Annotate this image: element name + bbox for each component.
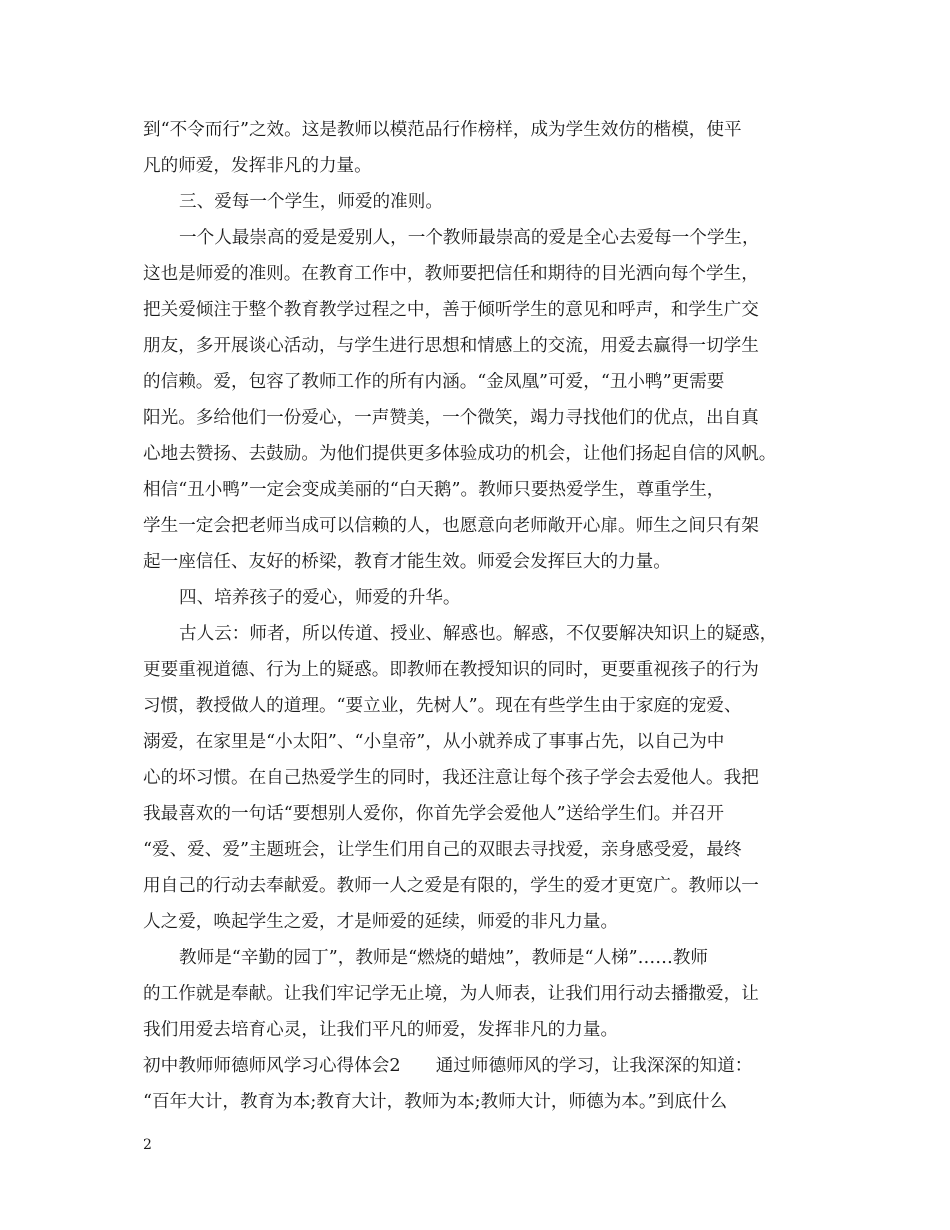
text-line: 这也是师爱的准则。在教育工作中，教师要把信任和期待的目光洒向每个学生， xyxy=(143,264,759,284)
text-line: 更要重视道德、行为上的疑惑。即教师在教授知识的同时，更要重视孩子的行为 xyxy=(143,660,759,680)
text-line: 起一座信任、友好的桥梁，教育才能生效。师爱会发挥巨大的力量。 xyxy=(143,552,671,572)
text-line: “爱、爱、爱”主题班会，让学生们用自己的双眼去寻找爱，亲身感受爱，最终 xyxy=(143,840,742,860)
text-line: 用自己的行动去奉献爱。教师一人之爱是有限的，学生的爱才更宽广。教师以一 xyxy=(143,876,759,896)
text-line: 我们用爱去培育心灵，让我们平凡的师爱，发挥非凡的力量。 xyxy=(143,1020,619,1040)
text-line: 阳光。多给他们一份爱心，一声赞美，一个微笑，竭力寻找他们的优点，出自真 xyxy=(143,408,759,428)
text-line: 我最喜欢的一句话“要想别人爱你，你首先学会爱他人”送给学生们。并召开 xyxy=(143,804,724,824)
text-line: 把关爱倾注于整个教育教学过程之中，善于倾听学生的意见和呼声，和学生广交 xyxy=(143,300,759,320)
text-line: 习惯，教授做人的道理。“要立业，先树人”。现在有些学生由于家庭的宠爱、 xyxy=(143,696,742,716)
text-line: 一个人最崇高的爱是爱别人，一个教师最崇高的爱是全心去爱每一个学生， xyxy=(179,228,760,248)
text-line: 相信“丑小鸭”一定会变成美丽的“白天鹅”。教师只要热爱学生，尊重学生， xyxy=(143,480,725,500)
section-heading: 三、爱每一个学生，师爱的准则。 xyxy=(179,192,443,212)
text-line: 心的坏习惯。在自己热爱学生的同时，我还注意让每个孩子学会去爱他人。我把 xyxy=(143,768,759,788)
text-line: 的工作就是奉献。让我们牢记学无止境，为人师表，让我们用行动去播撒爱，让 xyxy=(143,984,759,1004)
section-heading: 四、培养孩子的爱心，师爱的升华。 xyxy=(179,588,461,608)
text-line: 教师是“辛勤的园丁”，教师是“燃烧的蜡烛”，教师是“人梯”……教师 xyxy=(179,948,709,968)
text-line: 初中教师师德师风学习心得体会2 通过师德师风的学习，让我深深的知道： xyxy=(143,1056,753,1076)
text-line: 溺爱，在家里是“小太阳”、“小皇帝”，从小就养成了事事占先，以自己为中 xyxy=(143,732,725,752)
page-number: 2 xyxy=(143,1137,152,1153)
text-line: 古人云：师者，所以传道、授业、解惑也。解惑，不仅要解决知识上的疑惑， xyxy=(179,624,778,644)
text-line: 的信赖。爱，包容了教师工作的所有内涵。“金凤凰”可爱，“丑小鸭”更需要 xyxy=(143,372,725,392)
text-line: 学生一定会把老师当成可以信赖的人，也愿意向老师敞开心扉。师生之间只有架 xyxy=(143,516,759,536)
text-line: 凡的师爱，发挥非凡的力量。 xyxy=(143,156,372,176)
text-line: 到“不令而行”之效。这是教师以模范品行作榜样，成为学生效仿的楷模，使平 xyxy=(143,120,742,140)
text-line: “百年大计，教育为本;教育大计，教师为本;教师大计，师德为本。”到底什么 xyxy=(143,1092,728,1112)
text-line: 心地去赞扬、去鼓励。为他们提供更多体验成功的机会，让他们扬起自信的风帆。 xyxy=(143,444,777,464)
body-text xyxy=(143,112,823,1120)
text-line: 朋友，多开展谈心活动，与学生进行思想和情感上的交流，用爱去赢得一切学生 xyxy=(143,336,759,356)
text-line: 人之爱，唤起学生之爱，才是师爱的延续，师爱的非凡力量。 xyxy=(143,912,619,932)
